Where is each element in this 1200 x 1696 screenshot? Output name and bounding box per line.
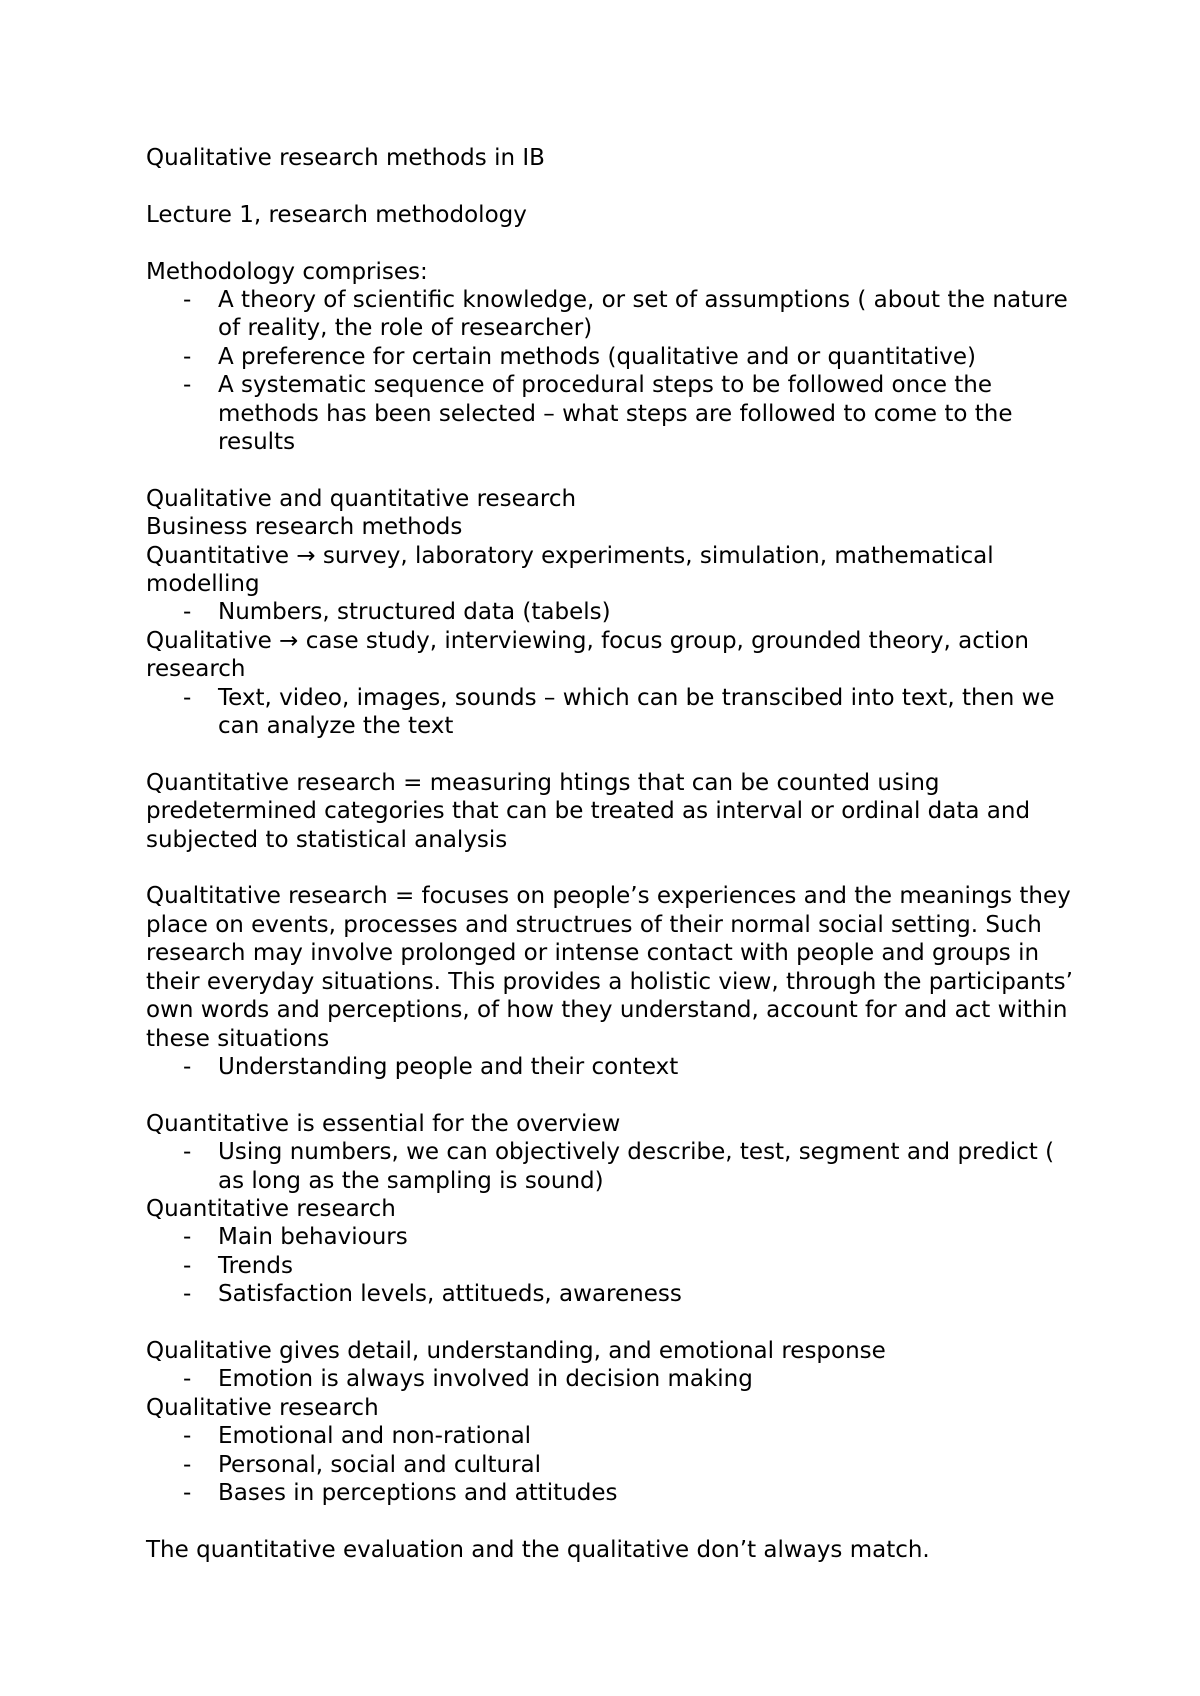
quantitative-methods-list bbox=[146, 598, 1086, 626]
bullet-dash: - bbox=[183, 287, 192, 313]
list-item: - Bases in perceptions and attitudes bbox=[183, 1479, 618, 1506]
qualitative-definition-list bbox=[146, 1053, 1086, 1081]
bullet-dash: - bbox=[183, 1281, 192, 1308]
bullet-dash: - bbox=[183, 1252, 192, 1279]
bullet-dash: - bbox=[183, 1479, 192, 1506]
document-page bbox=[146, 144, 1086, 1564]
bullet-dash: - bbox=[183, 343, 192, 370]
detail-heading: Qualitative gives detail, understanding, and emotional response bbox=[146, 1337, 886, 1364]
list-item: - Using numbers, we can objectively describe, test, segment and predict ( as long as the sampling is sound) bbox=[183, 1139, 1055, 1194]
list-item: - A systematic sequence of procedural steps to be followed once the methods has been selected – what steps are followed to come to the results bbox=[183, 372, 1013, 456]
list-item: - Text, video, images, sounds – which can be transcibed into text, then we can analyze the text bbox=[183, 684, 1055, 740]
bullet-dash: - bbox=[183, 1366, 192, 1393]
quantitative-research-subheading: Quantitative research bbox=[146, 1195, 396, 1222]
document-title: Qualitative research methods in IB bbox=[146, 145, 545, 171]
lecture-heading: Lecture 1, research methodology bbox=[146, 201, 527, 228]
bullet-dash: - bbox=[183, 1451, 192, 1478]
list-item: - Satisfaction levels, attitueds, awareness bbox=[183, 1281, 682, 1308]
list-item: - Emotional and non-rational bbox=[183, 1423, 532, 1450]
list-item: - A preference for certain methods (qualitative and or quantitative) bbox=[183, 343, 977, 370]
list-item: - Understanding people and their context bbox=[183, 1053, 679, 1080]
list-item: - Trends bbox=[183, 1252, 293, 1279]
list-item: - Numbers, structured data (tabels) bbox=[183, 599, 611, 626]
quantitative-definition: Quantitative research = measuring htings that can be counted using predetermined categories that can be treated as interval or ordinal data and subjected to statistical analysis bbox=[146, 769, 1031, 853]
list-item: - A theory of scientific knowledge, or set of assumptions ( about the nature of reality, the role of researcher) bbox=[183, 287, 1068, 342]
list-item: - Main behaviours bbox=[183, 1224, 408, 1251]
qualitative-methods-list bbox=[146, 684, 1086, 741]
bullet-dash: - bbox=[183, 1423, 192, 1450]
quantitative-research-list bbox=[146, 1223, 1086, 1308]
overview-heading: Quantitative is essential for the overview bbox=[146, 1110, 621, 1137]
detail-list bbox=[146, 1365, 1086, 1393]
bullet-dash: - bbox=[183, 372, 192, 399]
qualitative-definition: Qualtitative research = focuses on people’s experiences and the meanings they place on events, processes and structrues of their normal social setting. Such research may involve prolonged or intense contact with people and groups in their everyday situations. This provides a holistic view, through the participants’ own words and perceptions, of how they understand, account for and act within these situations bbox=[146, 883, 1073, 1052]
list-item: - Emotion is always involved in decision making bbox=[183, 1366, 753, 1393]
bullet-dash: - bbox=[183, 599, 192, 626]
qualitative-research-list bbox=[146, 1422, 1086, 1507]
list-item: - Personal, social and cultural bbox=[183, 1451, 542, 1478]
qq-subheading: Business research methods bbox=[146, 514, 463, 541]
quantitative-methods-line: Quantitative → survey, laboratory experiments, simulation, mathematical modelling bbox=[146, 542, 994, 598]
methodology-heading: Methodology comprises: bbox=[146, 258, 428, 285]
bullet-dash: - bbox=[183, 1139, 192, 1166]
bullet-dash: - bbox=[183, 1053, 192, 1080]
bullet-dash: - bbox=[183, 1224, 192, 1251]
methodology-list bbox=[146, 286, 1086, 456]
overview-list bbox=[146, 1138, 1086, 1195]
qualitative-research-subheading: Qualitative research bbox=[146, 1394, 379, 1421]
qualitative-methods-line: Qualitative → case study, interviewing, focus group, grounded theory, action research bbox=[146, 627, 1029, 683]
bullet-dash: - bbox=[183, 684, 192, 711]
conclusion: The quantitative evaluation and the qualitative don’t always match. bbox=[146, 1536, 930, 1563]
qq-heading: Qualitative and quantitative research bbox=[146, 485, 577, 512]
